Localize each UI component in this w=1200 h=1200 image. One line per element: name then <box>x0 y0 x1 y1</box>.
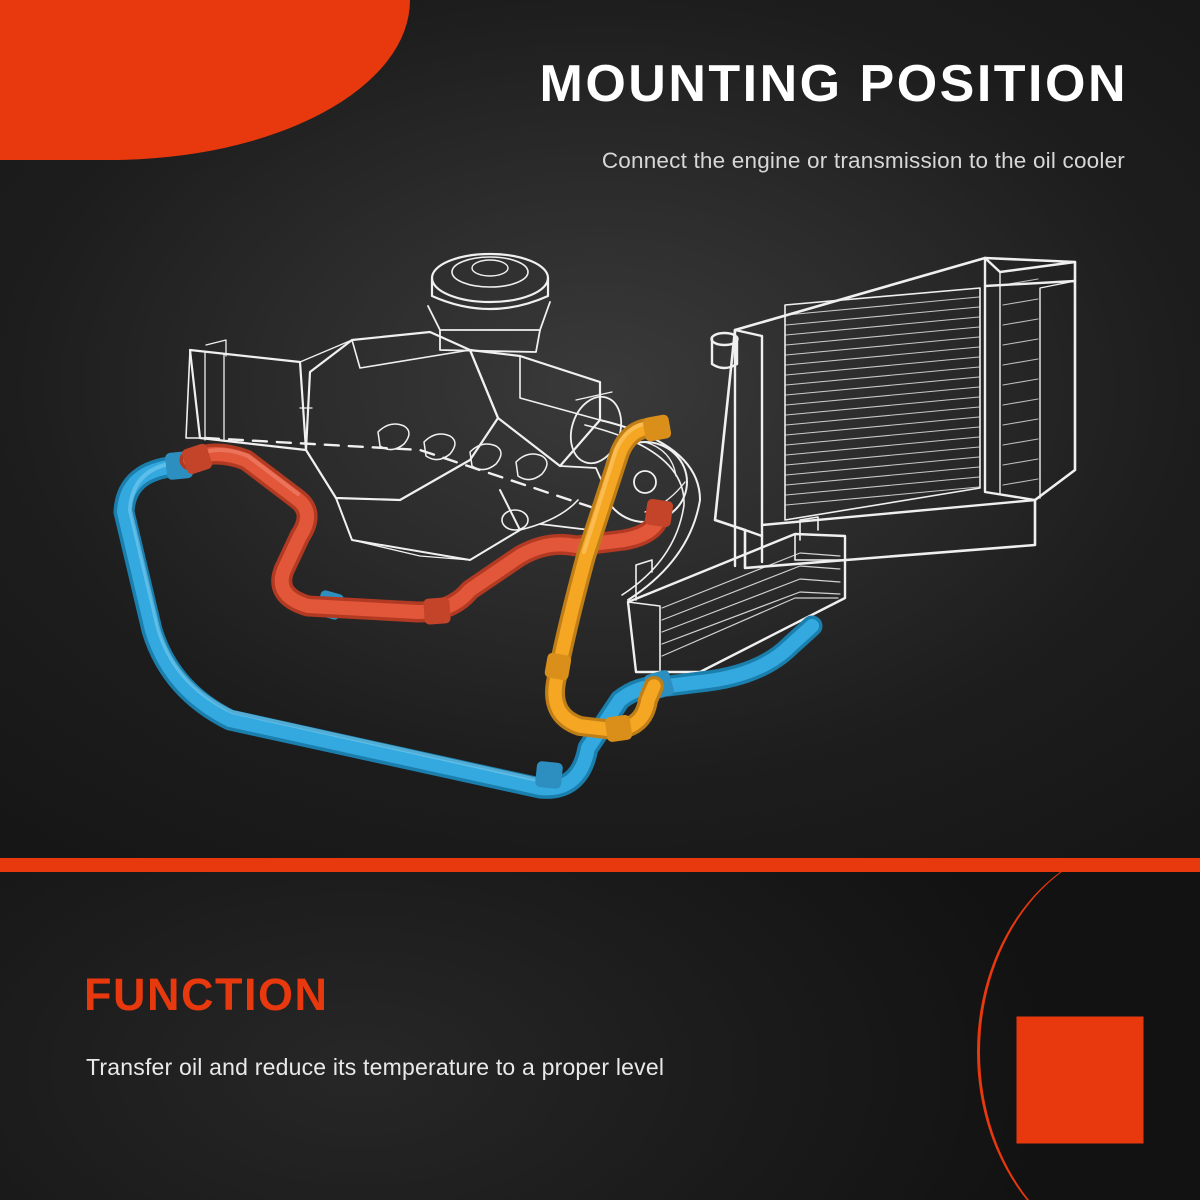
function-subtitle: Transfer oil and reduce its temperature to a proper level <box>86 1054 665 1080</box>
hose-blue-return-line <box>124 451 812 790</box>
function-title: FUNCTION <box>84 969 329 1020</box>
red-arc-accent <box>977 872 1200 1200</box>
oil-cooler-outline <box>628 517 845 672</box>
page-title: MOUNTING POSITION <box>539 55 1128 113</box>
section-divider <box>0 858 1200 872</box>
radiator-outline <box>712 258 1076 568</box>
function-section <box>0 872 1200 1200</box>
page-subtitle: Connect the engine or transmission to the oil cooler <box>601 148 1125 173</box>
engine-outline <box>186 254 629 560</box>
